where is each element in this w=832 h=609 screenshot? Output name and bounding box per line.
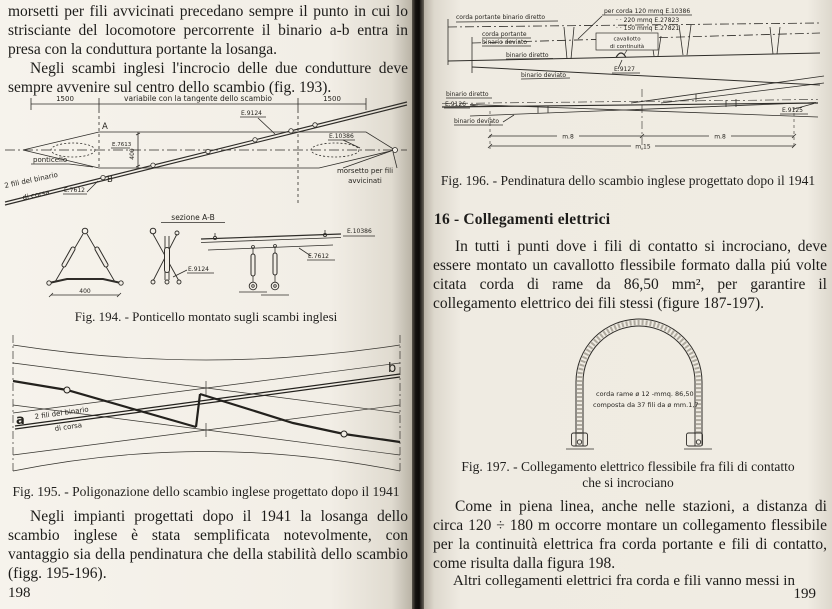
fig194-label-morsetto-2: avvicinati — [348, 177, 382, 185]
fig196-dim-m15: m.15 — [635, 143, 651, 151]
fig196-label-cavallotto-1: cavallotto — [613, 36, 641, 43]
section-heading: 16 - Collegamenti elettrici — [434, 211, 611, 228]
fig194-point-a: A — [102, 122, 108, 132]
fig196-dim-m8-left: m.8 — [562, 133, 574, 141]
fig-195-diagram — [3, 331, 409, 479]
fig194-dim-1500-left: 1500 — [56, 95, 74, 103]
fig195-track-lines — [13, 335, 400, 473]
fig194-section-label-e7612: E.7612 — [308, 253, 329, 260]
fig194-label-fili-binario: 2 fili del binario — [3, 170, 59, 190]
left-paragraph-3: Negli impianti progettati dopo il 1941 la losanga dello scambio inglese è stata semplificata notevolmente, con vantaggio sia della pendinatura che della stabilità dello scambio (figg. 195-196). — [8, 508, 408, 582]
fig196-dim-m8-right: m.8 — [714, 133, 726, 141]
fig196-legend-2: · · 220 mmq E.27823 — [616, 17, 680, 24]
fig195-label-a: a — [16, 413, 25, 428]
fig194-section-label-e9124: E.9124 — [188, 266, 209, 273]
page-left — [0, 0, 412, 609]
left-paragraph-1: morsetti per fili avvicinati precedano sempre il punto in cui lo strisciante del locomotore percorrente il binario a-b entra in presa con la conduttura portante la losanga. — [8, 3, 408, 58]
fig194-plan-labels — [4, 94, 393, 202]
fig196-label-cavallotto-2: di continuità — [609, 44, 645, 50]
fig194-section-view — [47, 213, 375, 297]
fig197-clamps — [566, 433, 712, 449]
fig196-label-corda-portante-1: corda portante — [482, 31, 527, 38]
fig196-label-corda-portante-2: binario deviato — [482, 39, 528, 46]
fig194-section-label-e10386: E.10386 — [347, 228, 372, 235]
page-number-right: 199 — [793, 586, 816, 602]
fig194-label-e9124: E.9124 — [241, 110, 262, 117]
fig196-label-binario-deviato-bot: binario deviato — [454, 118, 500, 125]
page-right — [424, 0, 832, 609]
fig194-label-morsetto-1: morsetto per fili — [336, 167, 394, 175]
fig197-labels — [593, 390, 699, 409]
fig196-label-e9125: E.9125 — [782, 107, 803, 114]
fig196-label-e9127: E.9127 — [614, 66, 635, 73]
right-paragraph-3: Altri collegamenti elettrici fra corda e fili vanno messi in — [453, 573, 795, 589]
book-gutter — [412, 0, 424, 609]
right-paragraph-2: Come in piena linea, anche nelle stazioni, a distanza di circa 120 ÷ 180 m occorre montare un collegamento flessibile per la continuità elettrica fra corda portante e fili di contatto, come risulta dalla figura 198. — [433, 498, 827, 572]
fig195-label-b: b — [388, 361, 397, 376]
left-paragraph-2: Negli scambi inglesi l'incrocio delle due condutture deve sempre avvenire sul centro dello scambio (fig. 193). — [8, 60, 408, 96]
fig194-label-e7613: E.7613 — [112, 142, 132, 148]
fig-196-caption: Fig. 196. - Pendinatura dello scambio inglese progettato dopo il 1941 — [440, 173, 816, 188]
fig194-section-title: sezione A-B — [171, 213, 215, 222]
fig194-label-ponticello: ponticello — [33, 156, 68, 164]
fig197-loop — [576, 319, 702, 434]
fig196-label-binario-diretto-top: binario diretto — [506, 52, 549, 59]
fig196-legend-3: · · 150 mmq E.27821 — [616, 25, 680, 32]
right-paragraph-1: In tutti i punti dove i fili di contatto si incrociano, deve essere montato un cavallotto flessibile formato dalla piú volte citata corda di rame da 86,50 mm², per garantire il collegamento elettrico dei fili stessi (figure 187-197). — [433, 238, 827, 312]
page-number-left: 198 — [8, 585, 31, 601]
fig194-section-dim-400: 400 — [79, 288, 91, 295]
fig194-dim-variable: variabile con la tangente dello scambio — [124, 94, 272, 103]
fig194-dim-1500-right: 1500 — [323, 95, 341, 103]
fig196-legend-1: per corda 120 mmq E.10386 — [604, 8, 691, 15]
fig196-label-corda-portante-diretto: corda portante binario diretto — [456, 14, 545, 21]
fig196-bottom-lines — [442, 76, 824, 151]
fig194-label-e7612: E.7612 — [64, 187, 85, 194]
fig195-label-fili-binario: 2 fili del binario — [34, 405, 90, 421]
fig-197-diagram — [556, 316, 768, 456]
fig194-dim-400-vertical: 400 — [129, 148, 136, 160]
fig194-label-e10386: E.10386 — [329, 133, 354, 140]
fig196-label-binario-deviato-top: binario deviato — [521, 72, 567, 79]
fig197-label-line1: corda rame ø 12 -mmq. 86,50 — [596, 390, 694, 398]
fig-194-diagram — [3, 88, 409, 306]
fig194-point-b: B — [107, 175, 113, 185]
fig-197-caption-line2: che si incrociano — [582, 475, 674, 490]
fig-196-diagram — [426, 3, 828, 169]
fig196-labels — [445, 8, 803, 151]
fig197-label-line2: composta da 37 fili da ø mm.1,7 — [593, 401, 699, 409]
fig-195-caption: Fig. 195. - Poligonazione dello scambio inglese progettato dopo il 1941 — [12, 484, 400, 499]
fig-194-caption: Fig. 194. - Ponticello montato sugli scambi inglesi — [74, 309, 338, 324]
fig-197-caption-line1: Fig. 197. - Collegamento elettrico flessibile fra fili di contatto — [461, 459, 795, 474]
fig195-label-di-corsa: di corsa — [54, 421, 83, 433]
fig194-label-di-corsa: di corsa — [21, 188, 51, 202]
fig196-label-binario-diretto-bot: binario diretto — [446, 91, 489, 98]
fig196-label-e9126: E.9126 — [445, 101, 466, 108]
